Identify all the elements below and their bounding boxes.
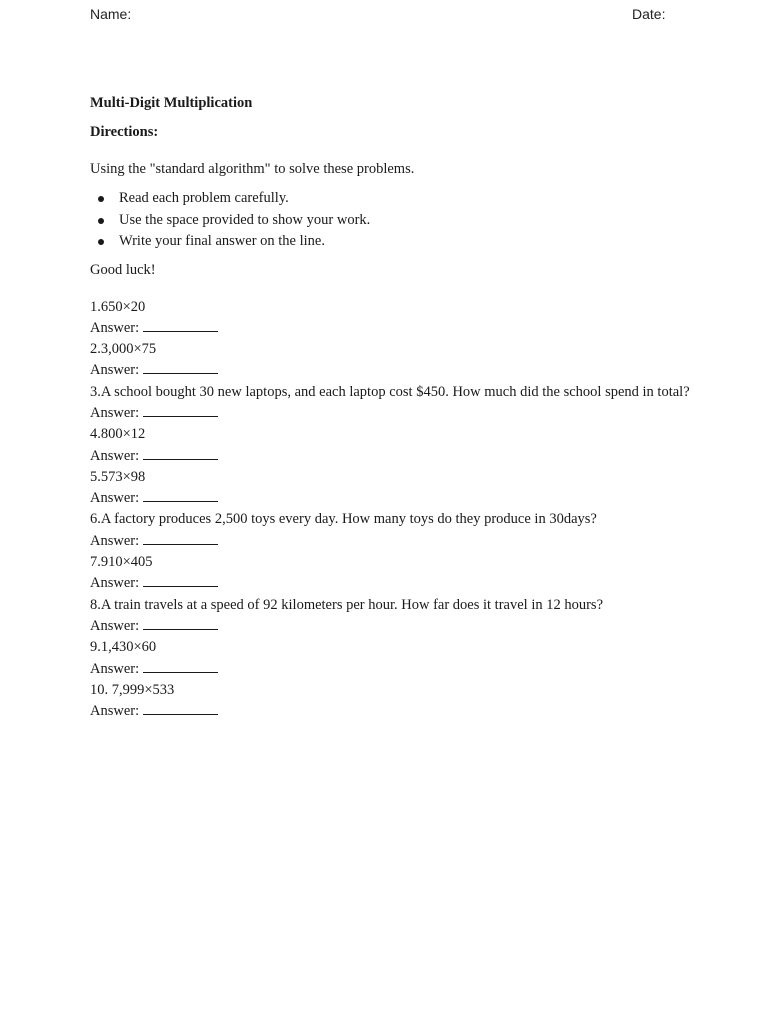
answer-blank[interactable] bbox=[143, 659, 218, 673]
answer-label: Answer: bbox=[90, 703, 140, 720]
problem-item bbox=[90, 424, 690, 467]
bullet-icon bbox=[98, 239, 104, 245]
directions-list-item bbox=[90, 188, 690, 210]
problem-item bbox=[90, 382, 690, 425]
problem-item bbox=[90, 339, 690, 382]
answer-label: Answer: bbox=[90, 319, 140, 336]
answer-blank[interactable] bbox=[143, 488, 218, 502]
problem-text: 3.A school bought 30 new laptops, and each laptop cost $450. How much did the school spend in total? bbox=[90, 383, 690, 400]
bullet-icon bbox=[98, 218, 104, 224]
name-label: Name: bbox=[90, 6, 132, 22]
problem-text: 4.800×12 bbox=[90, 426, 146, 443]
answer-row bbox=[90, 531, 690, 552]
problem-text: 2.3,000×75 bbox=[90, 341, 157, 358]
directions-list-item bbox=[90, 210, 690, 232]
problem-text: 9.1,430×60 bbox=[90, 639, 157, 656]
answer-blank[interactable] bbox=[143, 616, 218, 630]
answer-label: Answer: bbox=[90, 447, 140, 464]
problem-item bbox=[90, 552, 690, 595]
problem-text: 1.650×20 bbox=[90, 298, 146, 315]
problem-text: 7.910×405 bbox=[90, 554, 153, 571]
answer-row bbox=[90, 318, 690, 339]
problem-item bbox=[90, 637, 690, 680]
answer-row bbox=[90, 573, 690, 594]
directions-list-item bbox=[90, 231, 690, 253]
worksheet-content bbox=[90, 93, 690, 722]
directions-item-text: Use the space provided to show your work. bbox=[119, 211, 371, 228]
answer-row bbox=[90, 488, 690, 509]
answer-label: Answer: bbox=[90, 490, 140, 507]
answer-blank[interactable] bbox=[143, 360, 218, 374]
answer-blank[interactable] bbox=[143, 446, 218, 460]
problem-item bbox=[90, 680, 690, 723]
answer-blank[interactable] bbox=[143, 573, 218, 587]
bullet-icon bbox=[98, 196, 104, 202]
directions-item-text: Read each problem carefully. bbox=[119, 190, 289, 206]
answer-label: Answer: bbox=[90, 404, 140, 421]
answer-label: Answer: bbox=[90, 575, 140, 592]
problem-text: 10. 7,999×533 bbox=[90, 681, 175, 698]
worksheet-title: Multi-Digit Multiplication bbox=[90, 95, 253, 111]
answer-row bbox=[90, 701, 690, 722]
answer-row bbox=[90, 616, 690, 637]
answer-label: Answer: bbox=[90, 660, 140, 677]
answer-row bbox=[90, 360, 690, 381]
problem-list bbox=[90, 297, 690, 723]
answer-blank[interactable] bbox=[143, 531, 218, 545]
answer-row bbox=[90, 403, 690, 424]
problem-item bbox=[90, 297, 690, 340]
problem-text: 6.A factory produces 2,500 toys every day. How many toys do they produce in 30days? bbox=[90, 511, 597, 528]
answer-label: Answer: bbox=[90, 532, 140, 549]
closing-text: Good luck! bbox=[90, 261, 156, 278]
directions-intro: Using the "standard algorithm" to solve these problems. bbox=[90, 161, 415, 177]
answer-label: Answer: bbox=[90, 362, 140, 379]
date-label: Date: bbox=[632, 6, 666, 22]
answer-label: Answer: bbox=[90, 617, 140, 634]
answer-row bbox=[90, 659, 690, 680]
answer-blank[interactable] bbox=[143, 701, 218, 715]
problem-item bbox=[90, 467, 690, 510]
problem-text: 8.A train travels at a speed of 92 kilometers per hour. How far does it travel in 12 hours? bbox=[90, 596, 604, 613]
problem-item bbox=[90, 509, 690, 552]
answer-blank[interactable] bbox=[143, 403, 218, 417]
answer-blank[interactable] bbox=[143, 318, 218, 332]
answer-row bbox=[90, 446, 690, 467]
directions-item-text: Write your final answer on the line. bbox=[119, 233, 325, 249]
directions-heading: Directions: bbox=[90, 124, 159, 140]
problem-text: 5.573×98 bbox=[90, 468, 146, 485]
directions-list bbox=[90, 188, 690, 253]
problem-item bbox=[90, 595, 690, 638]
